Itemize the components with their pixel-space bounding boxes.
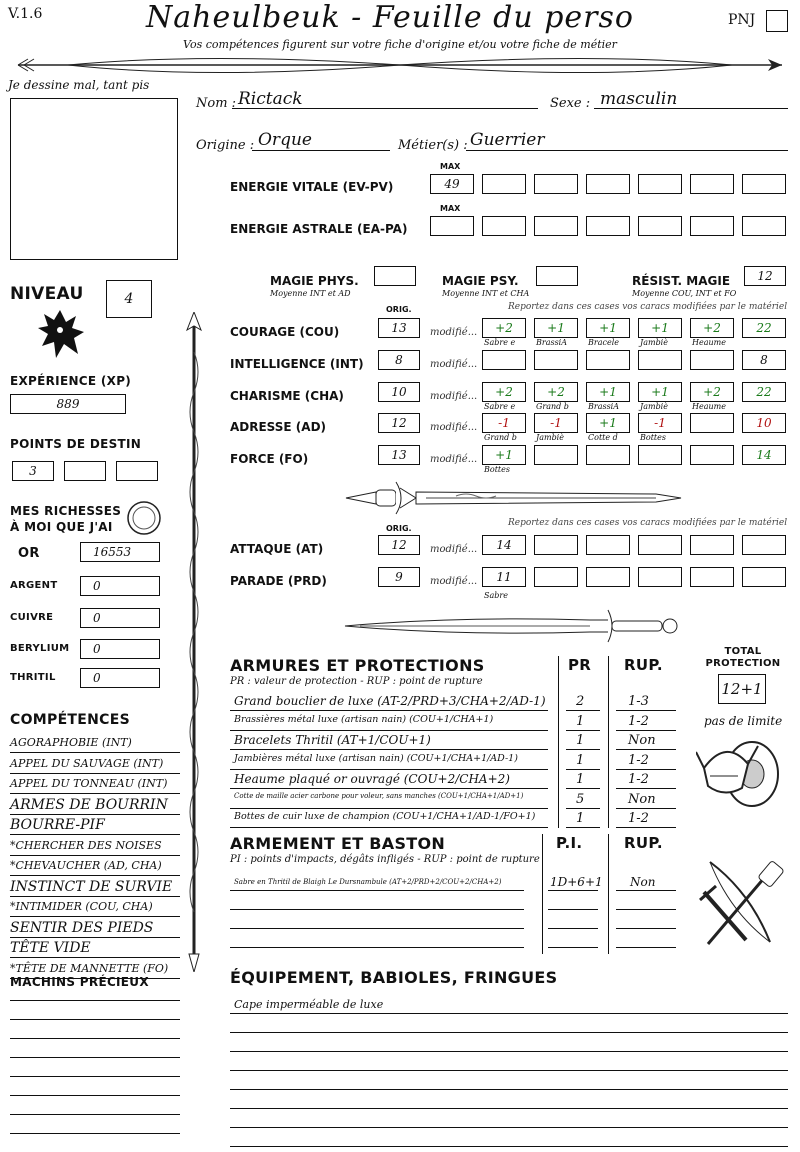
armement-pi: 1D+6+1	[550, 875, 603, 889]
carac-mod-box[interactable]: -1	[482, 413, 526, 433]
magie-phys-label: MAGIE PHYS.	[270, 274, 359, 288]
machins-line[interactable]	[10, 1095, 180, 1096]
armure-pr: 1	[576, 733, 585, 748]
armure-pr: 1	[576, 811, 585, 826]
carac-mod-box[interactable]	[482, 350, 526, 370]
carac-mod-source: Bottes	[640, 433, 666, 442]
equipement-line[interactable]	[230, 1032, 788, 1033]
carac-mod-source: BrassiA	[536, 338, 568, 347]
armure-rup-line[interactable]	[616, 808, 676, 809]
carac-mod-box[interactable]: +2	[690, 318, 734, 338]
money-value-box[interactable]: 0	[80, 668, 160, 688]
armement-pi-line[interactable]	[548, 909, 598, 910]
at-box-4[interactable]	[638, 535, 682, 555]
ev-box-1[interactable]	[482, 174, 526, 194]
armure-name: Brassières métal luxe (artisan nain) (COU+1/CHA+1)	[234, 713, 494, 725]
ev-box-2[interactable]	[534, 174, 578, 194]
ea-box-2[interactable]	[534, 216, 578, 236]
machins-label: MACHINS PRÉCIEUX	[10, 975, 149, 989]
armement-rup-label: RUP.	[624, 834, 663, 852]
carac-mod-box[interactable]: +1	[638, 382, 682, 402]
carac-mod-box[interactable]: +1	[482, 445, 526, 465]
prd-box-2[interactable]	[534, 567, 578, 587]
armure-pr: 1	[576, 772, 585, 787]
armures-note: PR : valeur de protection - RUP : point de rupture	[230, 676, 483, 687]
combat-orig-label: ORIG.	[386, 524, 412, 533]
money-value-box[interactable]: 16553	[80, 542, 160, 562]
carac-mod-box[interactable]	[690, 445, 734, 465]
ea-max-box[interactable]	[430, 216, 474, 236]
skill-item: *INTIMIDER (COU, CHA)	[10, 898, 180, 917]
armement-pi-line[interactable]	[548, 928, 598, 929]
carac-mod-box[interactable]: +1	[534, 318, 578, 338]
carac-orig-box[interactable]: 10	[378, 382, 420, 402]
carac-mod-source: Bottes	[484, 465, 510, 474]
armure-pr-line[interactable]	[566, 730, 600, 731]
equipement-title: ÉQUIPEMENT, BABIOLES, FRINGUES	[230, 968, 558, 987]
skill-item: *CHEVAUCHER (AD, CHA)	[10, 857, 180, 876]
arrow-divider-icon	[8, 52, 792, 78]
carac-modifie-label: modifié...	[430, 359, 478, 370]
weapons-icon	[690, 852, 790, 952]
prd-box-6[interactable]	[742, 567, 786, 587]
prd-box-3[interactable]	[586, 567, 630, 587]
armement-line[interactable]	[230, 928, 524, 929]
skill-item: APPEL DU SAUVAGE (INT)	[10, 755, 180, 774]
at-box-6[interactable]	[742, 535, 786, 555]
carac-mod-source: Grand b	[484, 433, 517, 442]
ev-label: ENERGIE VITALE (EV-PV)	[230, 180, 394, 194]
spear-icon	[182, 312, 206, 972]
armure-line[interactable]	[230, 769, 548, 770]
carac-orig-box[interactable]: 13	[378, 318, 420, 338]
page-title: Naheulbeuk - Feuille du perso	[146, 0, 634, 35]
armement-line[interactable]	[230, 909, 524, 910]
machins-line[interactable]	[10, 1019, 180, 1020]
ev-box-6[interactable]	[742, 174, 786, 194]
pas-de-limite-label: pas de limite	[704, 714, 783, 728]
armures-pr-label: PR	[568, 656, 592, 674]
carac-mod-box[interactable]: +1	[586, 413, 630, 433]
skill-item: AGORAPHOBIE (INT)	[10, 734, 180, 753]
armement-pi-line[interactable]	[548, 947, 598, 948]
metier-field[interactable]: Guerrier	[470, 130, 545, 150]
armure-name: Bracelets Thritil (AT+1/COU+1)	[234, 733, 431, 747]
ea-box-4[interactable]	[638, 216, 682, 236]
at-box-2[interactable]	[534, 535, 578, 555]
carac-mod-box[interactable]: +2	[482, 318, 526, 338]
prd-mod-box[interactable]: 11	[482, 567, 526, 587]
portrait-box[interactable]	[10, 98, 178, 260]
carac-orig-box[interactable]: 12	[378, 413, 420, 433]
money-value-box[interactable]: 0	[80, 576, 160, 596]
carac-modifie-label: modifié...	[430, 422, 478, 433]
armement-rup-line[interactable]	[616, 909, 676, 910]
skill-item: INSTINCT DE SURVIE	[10, 878, 180, 897]
carac-mod-box[interactable]: +2	[534, 382, 578, 402]
magie-psy-note: Moyenne INT et CHA	[442, 289, 530, 298]
sexe-label: Sexe :	[550, 96, 591, 111]
money-label: OR	[18, 546, 40, 561]
armure-pr: 5	[576, 791, 585, 807]
money-label: BERYLIUM	[10, 643, 70, 654]
destin-box-1[interactable]: 3	[12, 461, 54, 481]
sabre-icon	[340, 606, 685, 646]
armure-name: Jambières métal luxe (artisan nain) (COU+1/CHA+1/AD-1)	[234, 752, 518, 764]
carac-label: FORCE (FO)	[230, 452, 309, 466]
at-modifie-label: modifié...	[430, 544, 478, 555]
carac-mod-box[interactable]	[534, 445, 578, 465]
carac-mod-box[interactable]	[638, 350, 682, 370]
armure-rup: Non	[628, 791, 656, 807]
machins-line[interactable]	[10, 1076, 180, 1077]
armures-rup-label: RUP.	[624, 656, 663, 674]
prd-box-4[interactable]	[638, 567, 682, 587]
skill-item: *CHERCHER DES NOISES	[10, 837, 180, 856]
ev-box-4[interactable]	[638, 174, 682, 194]
prd-label: PARADE (PRD)	[230, 574, 327, 588]
skill-item: BOURRE-PIF	[10, 816, 180, 835]
armure-pr-line[interactable]	[566, 769, 600, 770]
machins-line[interactable]	[10, 1057, 180, 1058]
equipement-line[interactable]	[230, 1108, 788, 1109]
carac-mod-box[interactable]	[586, 445, 630, 465]
armure-name: Heaume plaqué or ouvragé (COU+2/CHA+2)	[234, 772, 510, 786]
money-label: ARGENT	[10, 580, 58, 591]
armement-title: ARMEMENT ET BASTON	[230, 834, 446, 853]
armement-line[interactable]	[230, 947, 524, 948]
armure-pr: 1	[576, 713, 585, 729]
armure-line[interactable]	[230, 827, 548, 828]
carac-modifie-label: modifié...	[430, 454, 478, 465]
armure-rup: 1-2	[628, 713, 649, 729]
xp-box[interactable]: 889	[10, 394, 126, 414]
armure-rup-line[interactable]	[616, 710, 676, 711]
skill-item: TÊTE VIDE	[10, 939, 180, 958]
prd-modifie-label: modifié...	[430, 576, 478, 587]
page-subtitle: Vos compétences figurent sur votre fiche d'origine et/ou votre fiche de métier	[183, 38, 617, 51]
skill-item: ARMES DE BOURRIN	[10, 796, 180, 815]
combat-reportez-note: Reportez dans ces cases vos caracs modifiées par le matériel	[508, 518, 788, 528]
carac-mod-box[interactable]: +2	[482, 382, 526, 402]
carac-mod-box[interactable]: 22	[742, 382, 786, 402]
carac-mod-source: Jambiè	[640, 338, 668, 347]
money-value-box[interactable]: 0	[80, 639, 160, 659]
competences-label: COMPÉTENCES	[10, 712, 130, 728]
armement-rup: Non	[630, 875, 656, 889]
carac-orig-label: ORIG.	[386, 305, 412, 314]
carac-orig-box[interactable]: 8	[378, 350, 420, 370]
armure-pr-line[interactable]	[566, 710, 600, 711]
resist-magie-box[interactable]: 12	[744, 266, 786, 286]
armure-name: Cotte de maille acier carbone pour voleur, sans manches (COU+1/CHA+1/AD+1)	[234, 791, 524, 800]
xp-label: EXPÉRIENCE (XP)	[10, 374, 132, 388]
carac-mod-source: Bracele	[588, 338, 619, 347]
armure-rup: 1-2	[628, 752, 649, 768]
coin-icon	[126, 500, 162, 536]
armure-pr-line[interactable]	[566, 749, 600, 750]
at-label: ATTAQUE (AT)	[230, 542, 324, 556]
armement-rup-line[interactable]	[616, 947, 676, 948]
armure-line[interactable]	[230, 730, 548, 731]
pnj-checkbox[interactable]	[766, 10, 788, 32]
portrait-label: Je dessine mal, tant pis	[8, 78, 150, 92]
prd-sub-label: Sabre	[484, 591, 508, 600]
equipement-line[interactable]	[230, 1070, 788, 1071]
at-orig-box[interactable]: 12	[378, 535, 420, 555]
richesses-label: MES RICHESSES À MOI QUE J'AI	[10, 504, 122, 534]
carac-mod-source: Sabre e	[484, 402, 516, 411]
armement-note: PI : points d'impacts, dégâts infligés - RUP : point de rupture	[230, 854, 540, 865]
ea-box-3[interactable]	[586, 216, 630, 236]
ea-box-1[interactable]	[482, 216, 526, 236]
carac-mod-source: Sabre e	[484, 338, 516, 347]
equipement-line[interactable]	[230, 1013, 788, 1014]
at-mod-box[interactable]: 14	[482, 535, 526, 555]
magie-psy-box[interactable]	[536, 266, 578, 286]
origine-label: Origine :	[196, 138, 255, 153]
carac-reportez-note: Reportez dans ces cases vos caracs modifiées par le matériel	[508, 302, 788, 312]
carac-mod-box[interactable]: +1	[638, 318, 682, 338]
carac-mod-box[interactable]: 8	[742, 350, 786, 370]
total-protection-box[interactable]: 12+1	[718, 674, 766, 704]
ea-label: ENERGIE ASTRALE (EA-PA)	[230, 222, 408, 236]
carac-mod-source: Cotte d	[588, 433, 618, 442]
armement-pi-line[interactable]	[548, 890, 598, 891]
at-box-3[interactable]	[586, 535, 630, 555]
carac-mod-source: Grand b	[536, 402, 569, 411]
armure-rup-line[interactable]	[616, 769, 676, 770]
version-label: V.1.6	[8, 6, 43, 22]
equipement-line[interactable]	[230, 1051, 788, 1052]
prd-orig-box[interactable]: 9	[378, 567, 420, 587]
armure-pr-line[interactable]	[566, 808, 600, 809]
skill-item: *TÊTE DE MANNETTE (FO)	[10, 960, 180, 979]
carac-mod-box[interactable]	[638, 445, 682, 465]
carac-label: COURAGE (COU)	[230, 325, 340, 339]
carac-mod-box[interactable]: 14	[742, 445, 786, 465]
machins-line[interactable]	[10, 1000, 180, 1001]
nom-field[interactable]: Rictack	[238, 89, 303, 109]
machins-line[interactable]	[10, 1133, 180, 1134]
magie-psy-label: MAGIE PSY.	[442, 274, 519, 288]
sexe-field[interactable]: masculin	[600, 89, 678, 109]
nom-label: Nom :	[196, 96, 237, 111]
skill-item: APPEL DU TONNEAU (INT)	[10, 775, 180, 794]
total-protection-label: TOTAL PROTECTION	[705, 646, 781, 669]
sword-icon	[336, 476, 686, 520]
carac-label: CHARISME (CHA)	[230, 389, 344, 403]
dragon-icon	[34, 306, 86, 362]
ev-box-3[interactable]	[586, 174, 630, 194]
equipement-line[interactable]	[230, 1127, 788, 1128]
carac-label: INTELLIGENCE (INT)	[230, 357, 364, 371]
armure-rup-line[interactable]	[616, 749, 676, 750]
max-label-ev: MAX	[440, 162, 461, 171]
carac-mod-box[interactable]	[586, 350, 630, 370]
carac-mod-source: Heaume	[692, 338, 726, 347]
ev-max-box[interactable]: 49	[430, 174, 474, 194]
ea-box-5[interactable]	[690, 216, 734, 236]
armure-pr-line[interactable]	[566, 827, 600, 828]
armure-rup-line[interactable]	[616, 730, 676, 731]
armure-pr-line[interactable]	[566, 788, 600, 789]
ev-box-5[interactable]	[690, 174, 734, 194]
carac-mod-box[interactable]: -1	[638, 413, 682, 433]
niveau-label: NIVEAU	[10, 284, 84, 304]
destin-label: POINTS DE DESTIN	[10, 437, 142, 451]
machins-line[interactable]	[10, 1114, 180, 1115]
carac-label: ADRESSE (AD)	[230, 420, 327, 434]
money-label: CUIVRE	[10, 612, 54, 623]
armement-name: Sabre en Thritil de Blaigh Le Dursnambule (AT+2/PRD+2/COU+2/CHA+2)	[234, 878, 502, 886]
carac-mod-source: BrassiA	[588, 402, 620, 411]
carac-mod-box[interactable]: 10	[742, 413, 786, 433]
armure-rup: 1-3	[628, 694, 649, 709]
armure-line[interactable]	[230, 788, 548, 789]
pnj-label: PNJ	[728, 12, 756, 28]
destin-box-3[interactable]	[116, 461, 158, 481]
carac-mod-box[interactable]	[690, 413, 734, 433]
max-label-ea: MAX	[440, 204, 461, 213]
armure-rup: 1-2	[628, 811, 649, 826]
armure-name: Bottes de cuir luxe de champion (COU+1/CHA+1/AD-1/FO+1)	[234, 811, 536, 822]
carac-mod-source: Heaume	[692, 402, 726, 411]
money-label: THRITIL	[10, 672, 56, 683]
armures-title: ARMURES ET PROTECTIONS	[230, 656, 485, 675]
armement-line[interactable]	[230, 890, 524, 891]
equipement-item: Cape imperméable de luxe	[234, 998, 384, 1011]
resist-magie-note: Moyenne COU, INT et FO	[632, 289, 737, 298]
armure-rup-line[interactable]	[616, 827, 676, 828]
carac-mod-box[interactable]: +2	[690, 382, 734, 402]
helmet-shield-icon	[696, 728, 786, 812]
carac-mod-box[interactable]: 22	[742, 318, 786, 338]
carac-mod-box[interactable]: +1	[586, 318, 630, 338]
carac-modifie-label: modifié...	[430, 391, 478, 402]
niveau-box[interactable]: 4	[106, 280, 152, 318]
money-value-box[interactable]: 0	[80, 608, 160, 628]
magie-phys-box[interactable]	[374, 266, 416, 286]
armure-line[interactable]	[230, 749, 548, 750]
carac-mod-box[interactable]: +1	[586, 382, 630, 402]
prd-box-5[interactable]	[690, 567, 734, 587]
equipement-line[interactable]	[230, 1146, 788, 1147]
machins-line[interactable]	[10, 1038, 180, 1039]
armure-line[interactable]	[230, 710, 548, 711]
armure-pr: 1	[576, 752, 585, 768]
at-box-5[interactable]	[690, 535, 734, 555]
carac-mod-source: Jambiè	[536, 433, 564, 442]
armure-rup: Non	[628, 733, 656, 748]
armement-pi-label: P.I.	[556, 834, 583, 852]
armure-rup: 1-2	[628, 772, 649, 787]
carac-modifie-label: modifié...	[430, 327, 478, 338]
carac-mod-box[interactable]	[690, 350, 734, 370]
armure-rup-line[interactable]	[616, 788, 676, 789]
destin-box-2[interactable]	[64, 461, 106, 481]
armure-name: Grand bouclier de luxe (AT-2/PRD+3/CHA+2/AD-1)	[234, 694, 546, 708]
carac-mod-source: Jambiè	[640, 402, 668, 411]
skill-item: SENTIR DES PIEDS	[10, 919, 180, 938]
armure-pr: 2	[576, 694, 585, 709]
resist-magie-label: RÉSIST. MAGIE	[632, 274, 731, 288]
metier-label: Métier(s) :	[398, 138, 468, 153]
ea-box-6[interactable]	[742, 216, 786, 236]
armement-rup-line[interactable]	[616, 890, 676, 891]
equipement-line[interactable]	[230, 1089, 788, 1090]
carac-mod-box[interactable]: -1	[534, 413, 578, 433]
armure-line[interactable]	[230, 808, 548, 809]
armement-rup-line[interactable]	[616, 928, 676, 929]
magie-phys-note: Moyenne INT et AD	[270, 289, 351, 298]
origine-field[interactable]: Orque	[258, 130, 312, 150]
carac-orig-box[interactable]: 13	[378, 445, 420, 465]
carac-mod-box[interactable]	[534, 350, 578, 370]
